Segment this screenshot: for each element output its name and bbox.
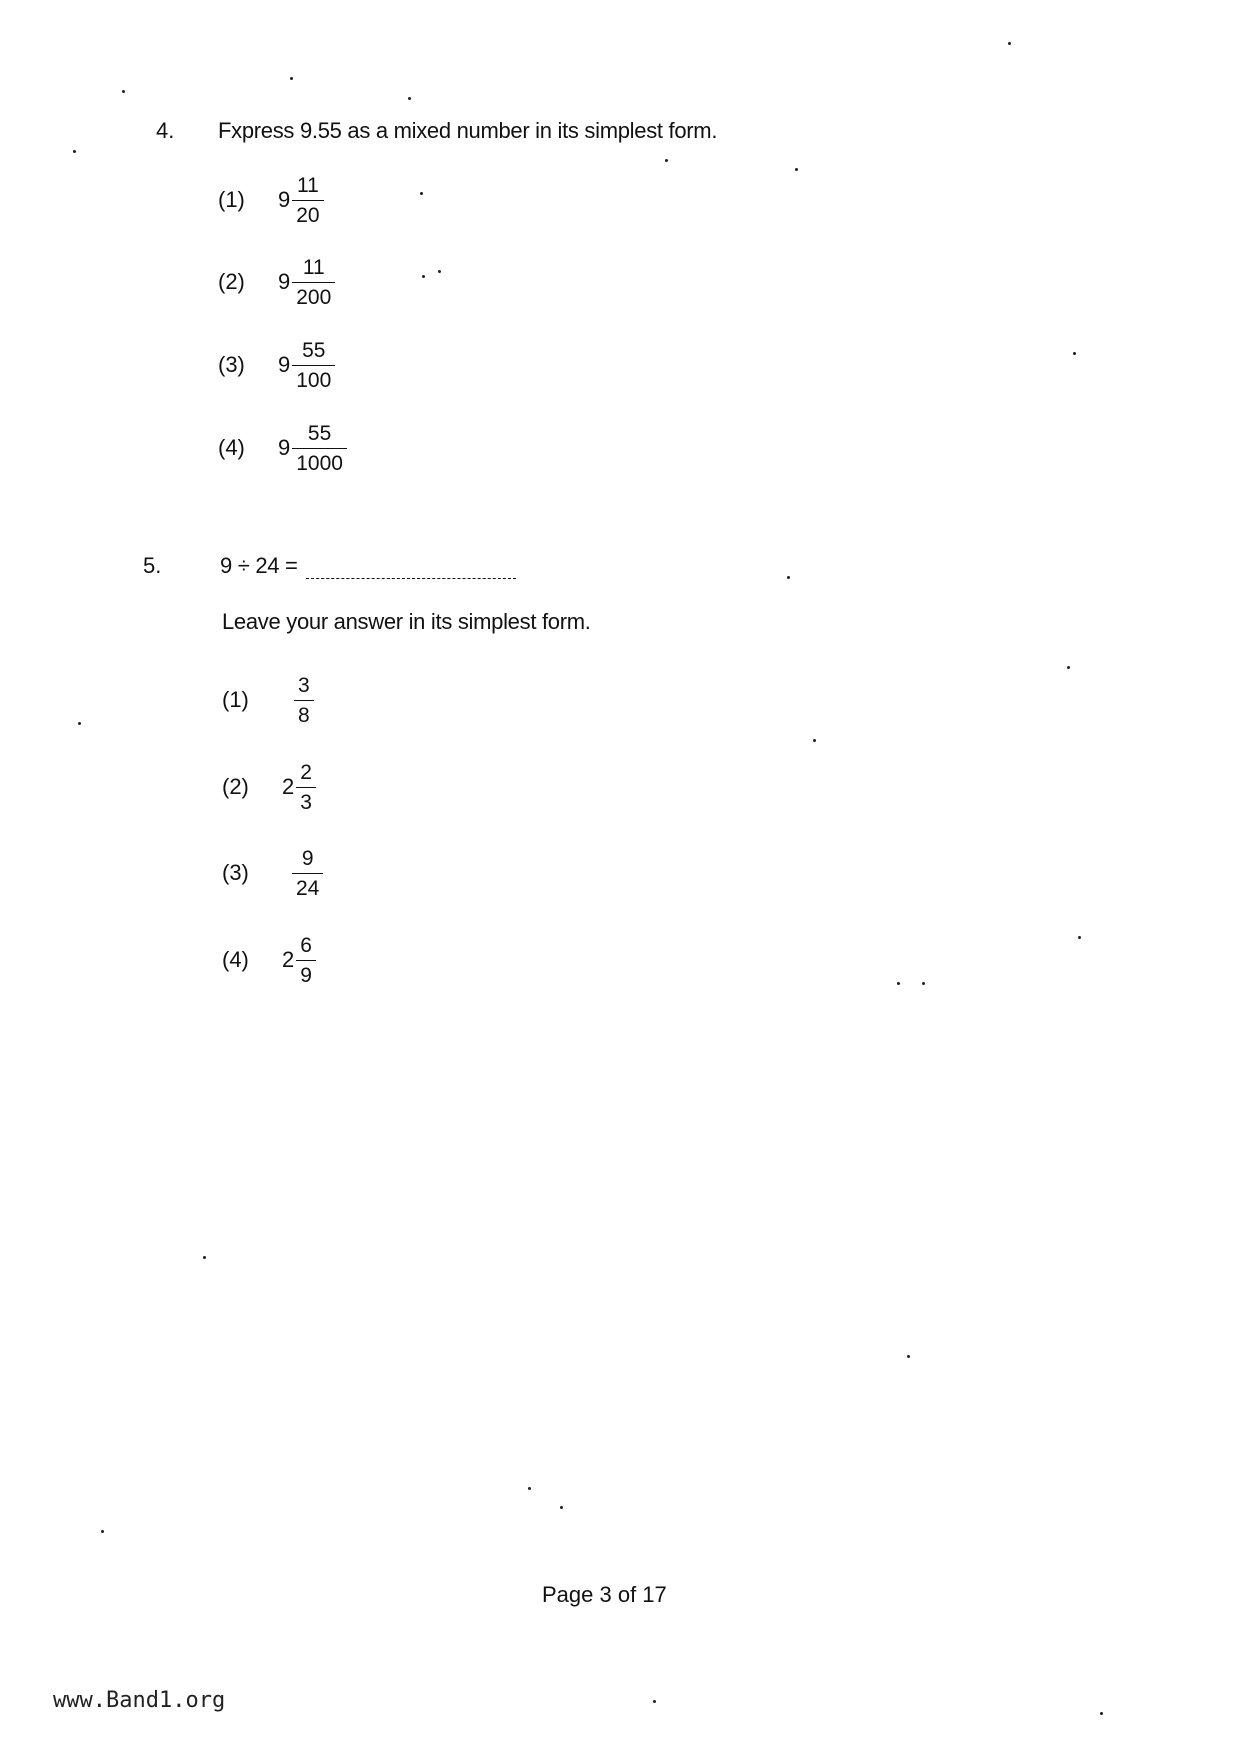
scan-speck [1100, 1712, 1103, 1715]
question-5-option-3[interactable] [222, 838, 323, 908]
mixed-number [278, 423, 347, 474]
scan-speck [1078, 936, 1081, 939]
whole-part: 9 [278, 187, 291, 212]
fraction-number [290, 848, 323, 899]
whole-part: 9 [278, 269, 291, 294]
denominator: 24 [292, 873, 323, 899]
question-4-text: Fxpress 9.55 as a mixed number in its simplest form. [218, 118, 718, 143]
scan-speck [787, 576, 790, 579]
question-5-option-1[interactable] [222, 665, 314, 735]
mixed-number [282, 935, 316, 986]
question-4-option-3[interactable] [218, 330, 335, 400]
denominator: 9 [296, 960, 316, 986]
numerator: 2 [300, 760, 312, 784]
scan-speck [203, 1256, 206, 1259]
scan-speck [1067, 666, 1070, 669]
scan-speck [907, 1355, 910, 1358]
scan-speck [665, 159, 668, 162]
scan-speck [73, 150, 76, 153]
mixed-number [278, 257, 335, 308]
denominator: 3 [296, 787, 316, 813]
mixed-number [282, 762, 316, 813]
whole-part: 2 [282, 774, 295, 799]
scan-speck [813, 739, 816, 742]
whole-part: 2 [282, 947, 295, 972]
scan-speck [897, 982, 900, 985]
scan-speck [1073, 352, 1076, 355]
fraction [292, 175, 323, 226]
option-label: (4) [218, 435, 245, 460]
question-5-number: 5. [143, 553, 162, 578]
numerator: 55 [302, 338, 326, 362]
scan-speck [795, 168, 798, 171]
mixed-number [278, 175, 324, 226]
option-label: (2) [222, 774, 249, 799]
watermark-url: www.Band1.org [53, 1688, 226, 1713]
numerator: 11 [302, 255, 325, 279]
denominator: 100 [292, 365, 335, 391]
fraction [292, 848, 323, 899]
scan-speck [122, 90, 125, 93]
scan-speck [528, 1487, 531, 1490]
option-label: (1) [218, 187, 245, 212]
question-5-option-2[interactable] [222, 752, 316, 822]
denominator: 200 [292, 282, 335, 308]
whole-part: 9 [278, 352, 291, 377]
numerator: 3 [298, 673, 310, 697]
scan-speck [1008, 42, 1011, 45]
question-4-option-4[interactable] [218, 413, 347, 483]
scan-speck [101, 1530, 104, 1533]
option-label: (1) [222, 687, 249, 712]
fraction [296, 935, 316, 986]
scan-speck [290, 77, 293, 80]
fraction [294, 675, 314, 726]
answer-blank [306, 558, 516, 579]
question-4-number: 4. [156, 118, 175, 143]
whole-part: 9 [278, 435, 291, 460]
question-4-option-2[interactable] [218, 247, 335, 317]
scan-speck [420, 192, 423, 195]
numerator: 6 [300, 933, 312, 957]
question-4-option-1[interactable] [218, 165, 324, 235]
fraction [296, 762, 316, 813]
fraction-number [292, 675, 314, 726]
question-5-instruction: Leave your answer in its simplest form. [222, 609, 591, 634]
numerator: 11 [297, 173, 319, 197]
question-5-equation [220, 553, 516, 579]
scan-speck [438, 270, 441, 273]
scan-speck [560, 1506, 563, 1509]
scan-speck [78, 722, 81, 725]
option-label: (2) [218, 269, 245, 294]
mixed-number [278, 340, 335, 391]
fraction [292, 257, 335, 308]
scan-speck [922, 982, 925, 985]
option-label: (3) [218, 352, 245, 377]
fraction [292, 340, 335, 391]
question-5-option-4[interactable] [222, 925, 316, 995]
question-5-text: 9 ÷ 24 = [220, 553, 298, 578]
option-label: (4) [222, 947, 249, 972]
denominator: 20 [292, 200, 323, 226]
numerator: 9 [301, 846, 314, 870]
denominator: 8 [294, 700, 314, 726]
option-label: (3) [222, 860, 249, 885]
scan-speck [408, 97, 411, 100]
scan-speck [653, 1700, 656, 1703]
numerator: 55 [307, 421, 332, 445]
fraction [292, 423, 347, 474]
page-number: Page 3 of 17 [542, 1582, 667, 1607]
denominator: 1000 [292, 448, 347, 474]
scan-speck [422, 275, 425, 278]
